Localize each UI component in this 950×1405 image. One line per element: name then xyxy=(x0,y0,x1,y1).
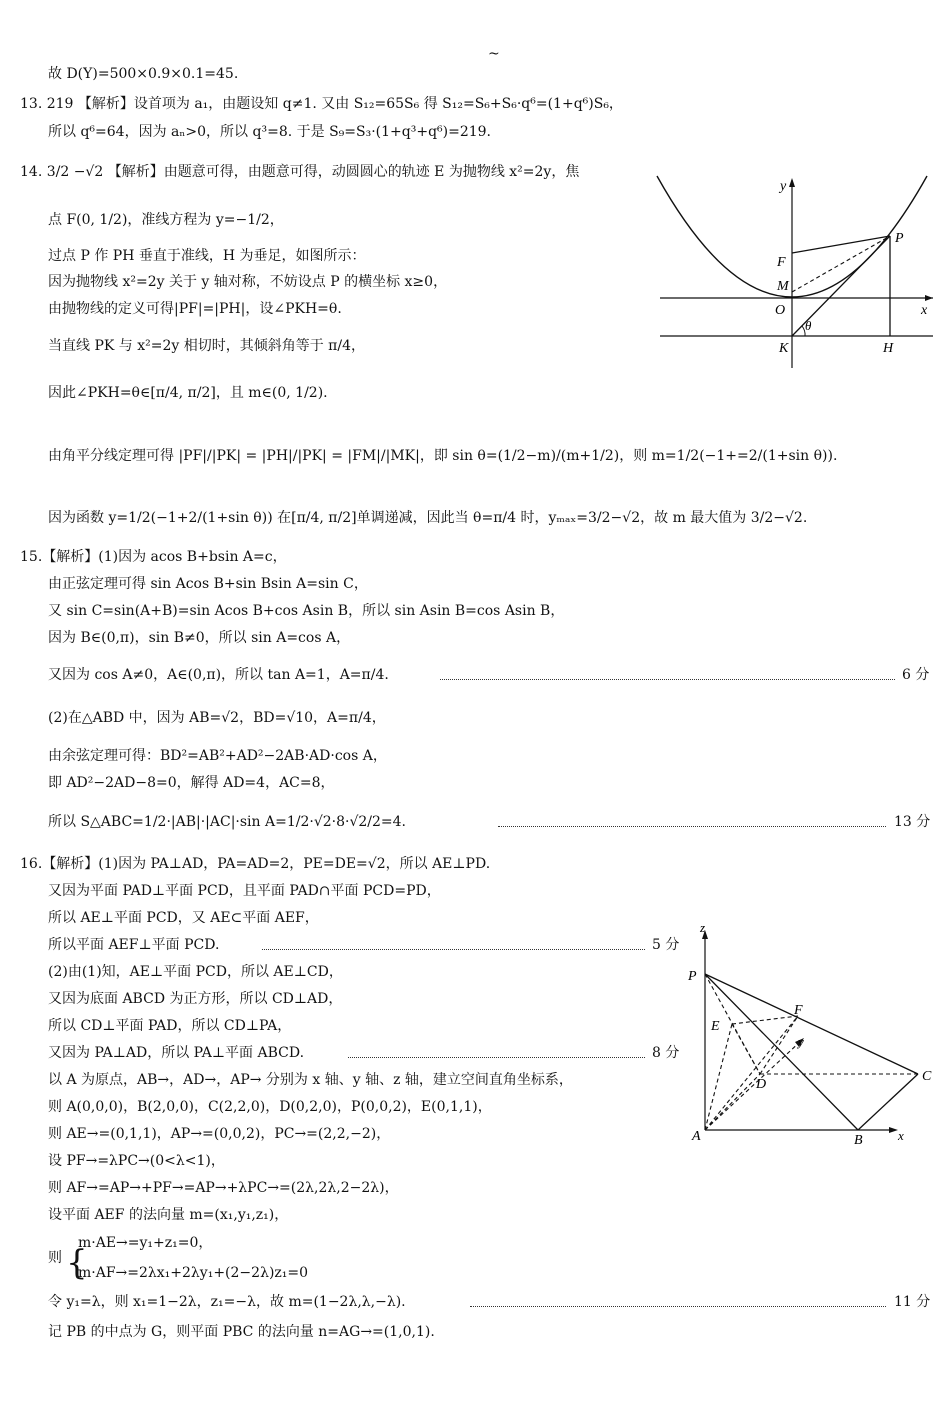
y-axis-arrow xyxy=(789,178,795,187)
text-line: 则 xyxy=(48,1250,62,1266)
text-line: 所以 AE⊥平面 PCD，又 AE⊂平面 AEF， xyxy=(48,910,319,926)
score-label: 11 分 xyxy=(894,1294,931,1310)
text-line: 当直线 PK 与 x²=2y 相切时，其倾斜角等于 π/4， xyxy=(48,338,366,354)
segment-ae xyxy=(705,1024,732,1130)
fig1-label-f: F xyxy=(777,255,786,270)
score-label: 6 分 xyxy=(902,667,930,683)
text-line: 因为 B∈(0,π)，sin B≠0，所以 sin A=cos A， xyxy=(48,630,351,646)
text-line: (2)由(1)知，AE⊥平面 PCD，所以 AE⊥CD， xyxy=(48,964,343,980)
fig2-label-c: C xyxy=(922,1069,932,1084)
text-line: 故 D(Y)=500×0.9×0.1=45. xyxy=(48,66,239,82)
text-line: 设 PF→=λPC→(0<λ<1)， xyxy=(48,1153,225,1169)
fig1-label-theta: θ xyxy=(805,318,812,333)
x-axis-arrow xyxy=(925,295,933,301)
text-line: 又因为 cos A≠0，A∈(0,π)，所以 tan A=1，A=π/4. xyxy=(48,667,389,683)
edge-ad xyxy=(705,1074,760,1130)
score-leader-dots xyxy=(498,826,886,827)
text-line: 由抛物线的定义可得|PF|=|PH|，设∠PKH=θ. xyxy=(48,301,342,317)
y-axis xyxy=(705,1040,802,1130)
text-line: 又因为平面 PAD⊥平面 PCD，且平面 PAD∩平面 PCD=PD， xyxy=(48,883,441,899)
text-line: 因此∠PKH=θ∈[π/4, π/2]，且 m∈(0, 1/2). xyxy=(48,385,328,401)
text-line: 13. 219 【解析】设首项为 a₁，由题设知 q≠1. 又由 S₁₂=65S₆ 得 S₁₂=S₆+S₆·q⁶=(1+q⁶)S₆， xyxy=(20,96,623,112)
text-line: (2)在△ABD 中，因为 AB=√2，BD=√10，A=π/4， xyxy=(48,710,386,726)
text-line: 记 PB 的中点为 G，则平面 PBC 的法向量 n=AG→=(1,0,1). xyxy=(48,1324,435,1340)
text-line: 所以平面 AEF⊥平面 PCD. xyxy=(48,937,220,953)
text-line: 又因为底面 ABCD 为正方形，所以 CD⊥AD， xyxy=(48,991,343,1007)
text-line: 所以 q⁶=64，因为 aₙ>0，所以 q³=8. 于是 S₉=S₃·(1+q³+q⁶)=219. xyxy=(48,124,492,140)
text-line: 令 y₁=λ，则 x₁=1−2λ，z₁=−λ，故 m=(1−2λ,λ,−λ). xyxy=(48,1294,406,1310)
parabola-figure xyxy=(655,168,940,370)
text-line: 则 AF→=AP→+PF→=AP→+λPC→=(2λ,2λ,2−2λ)， xyxy=(48,1180,399,1196)
text-line: 16.【解析】(1)因为 PA⊥AD，PA=AD=2，PE=DE=√2，所以 AE⊥PD. xyxy=(20,856,491,872)
text-line: 设平面 AEF 的法向量 m=(x₁,y₁,z₁)， xyxy=(48,1207,289,1223)
fig2-label-p: P xyxy=(688,969,697,984)
x-axis-arrow xyxy=(889,1127,898,1133)
score-leader-dots xyxy=(262,949,645,950)
text-line: 点 F(0, 1/2)，准线方程为 y=−1/2， xyxy=(48,212,284,228)
score-leader-dots xyxy=(440,679,895,680)
text-line: 14. 3/2 −√2 【解析】由题意可得，由题意可得，动圆圆心的轨迹 E 为抛物线 x²=2y，焦 xyxy=(20,164,580,180)
fig1-label-k: K xyxy=(779,341,789,356)
fig2-label-a: A xyxy=(692,1129,701,1144)
fig2-label-y: y xyxy=(798,1034,804,1049)
fig1-label-m: M xyxy=(777,279,789,294)
segment-ef xyxy=(732,1016,798,1024)
fig2-label-b: B xyxy=(854,1133,863,1148)
text-line: 由角平分线定理可得 |PF|/|PK| = |PH|/|PK| = |FM|/|MK|，即 sin θ=(1/2−m)/(m+1/2)，则 m=1/2(−1+=2/(1+sin θ)). xyxy=(48,448,838,464)
text-line: m·AE→=y₁+z₁=0， xyxy=(78,1235,213,1251)
score-label: 5 分 xyxy=(652,937,680,953)
text-line: 以 A 为原点，AB→，AD→，AP→ 分别为 x 轴、y 轴、z 轴，建立空间直角坐标系， xyxy=(48,1072,573,1088)
text-line: 因为函数 y=1/2(−1+2/(1+sin θ)) 在[π/4, π/2]单调递减，因此当 θ=π/4 时，yₘₐₓ=3/2−√2，故 m 最大值为 3/2−√2. xyxy=(48,510,808,526)
edge-pb xyxy=(705,974,858,1130)
fig1-label-p: P xyxy=(895,231,904,246)
fig2-label-f: F xyxy=(794,1003,803,1018)
system-brace: { xyxy=(66,1243,88,1283)
segment-df xyxy=(760,1016,798,1074)
fig2-label-e: E xyxy=(711,1019,720,1034)
pyramid-figure xyxy=(680,922,942,1150)
text-line: 又因为 PA⊥AD，所以 PA⊥平面 ABCD. xyxy=(48,1045,305,1061)
score-leader-dots xyxy=(348,1057,645,1058)
text-line: 15.【解析】(1)因为 acos B+bsin A=c， xyxy=(20,549,287,565)
fig1-label-x: x xyxy=(921,303,928,318)
text-line: 所以 S△ABC=1/2·|AB|·|AC|·sin A=1/2·√2·8·√2/2=4. xyxy=(48,814,407,830)
fig1-label-o: O xyxy=(775,303,786,318)
fig1-label-h: H xyxy=(883,341,894,356)
text-line: 又 sin C=sin(A+B)=sin Acos B+cos Asin B，所以 sin Asin B=cos Asin B， xyxy=(48,603,565,619)
score-label: 13 分 xyxy=(894,814,931,830)
text-line: 则 AE→=(0,1,1)，AP→=(0,0,2)，PC→=(2,2,−2)， xyxy=(48,1126,391,1142)
text-line: 由余弦定理可得：BD²=AB²+AD²−2AB·AD·cos A， xyxy=(48,748,387,764)
header-mark: ~ xyxy=(488,46,500,62)
text-line: 则 A(0,0,0)，B(2,0,0)，C(2,2,0)，D(0,2,0)，P(0,0,2)，E(0,1,1)， xyxy=(48,1099,492,1115)
fig1-label-y: y xyxy=(780,179,787,194)
fig2-label-d: D xyxy=(756,1077,767,1092)
score-leader-dots xyxy=(470,1306,886,1307)
text-line: m·AF→=2λx₁+2λy₁+(2−2λ)z₁=0 xyxy=(78,1265,309,1281)
score-label: 8 分 xyxy=(652,1045,680,1061)
fig2-label-z: z xyxy=(700,922,706,935)
text-line: 所以 CD⊥平面 PAD，所以 CD⊥PA， xyxy=(48,1018,292,1034)
text-line: 由正弦定理可得 sin Acos B+sin Bsin A=sin C， xyxy=(48,576,368,592)
fig2-label-x: x xyxy=(898,1128,904,1143)
text-line: 即 AD²−2AD−8=0，解得 AD=4，AC=8， xyxy=(48,775,335,791)
text-line: 因为抛物线 x²=2y 关于 y 轴对称，不妨设点 P 的横坐标 x≥0， xyxy=(48,274,448,290)
edge-bc xyxy=(858,1074,918,1130)
text-line: 过点 P 作 PH 垂直于准线，H 为垂足，如图所示： xyxy=(48,248,366,264)
edge-pc xyxy=(705,974,918,1074)
